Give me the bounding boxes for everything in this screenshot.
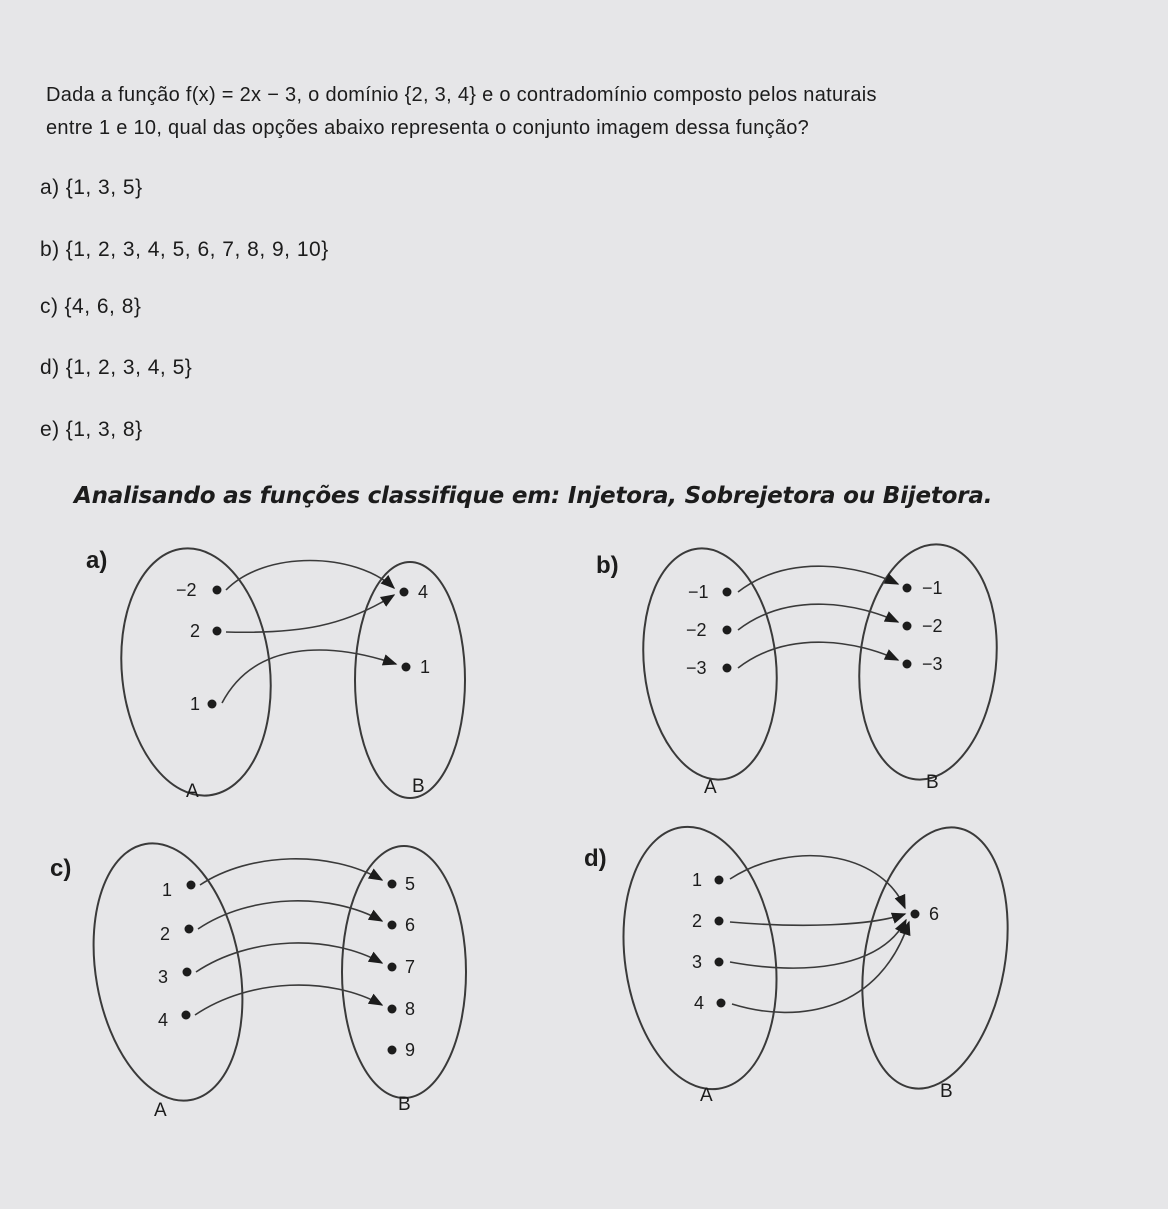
codomain-dot [388, 1005, 397, 1014]
domain-dot [185, 925, 194, 934]
mapping-arrow [198, 901, 382, 929]
codomain-element: 9 [405, 1040, 416, 1060]
set-b-label: B [412, 776, 425, 797]
domain-dot [183, 968, 192, 977]
domain-element: 4 [694, 993, 705, 1013]
mapping-arrow [730, 920, 906, 968]
option-letter: a) [40, 176, 60, 199]
diagram-tag: d) [584, 845, 607, 872]
domain-element: −2 [176, 580, 197, 600]
set-a-label: A [700, 1085, 713, 1106]
domain-element: 3 [692, 952, 703, 972]
mapping-arrow [200, 859, 382, 885]
diagram-c [50, 831, 466, 1121]
section-title: Analisando as funções classifique em: Injetora, Sobrejetora ou Bijetora. [74, 483, 993, 509]
codomain-element: −1 [922, 578, 943, 598]
mapping-arrow [738, 642, 898, 668]
codomain-element: 6 [929, 904, 940, 924]
set-a-label: A [186, 781, 199, 802]
set-b-label: B [926, 772, 939, 793]
domain-dot [715, 876, 724, 885]
codomain-dot [388, 921, 397, 930]
option-letter: e) [40, 418, 60, 441]
set-b-label: B [398, 1094, 411, 1115]
domain-dot [723, 626, 732, 635]
codomain-element: 7 [405, 957, 416, 977]
codomain-dot [903, 622, 912, 631]
domain-dot [208, 700, 217, 709]
domain-element: 3 [158, 967, 169, 987]
domain-dot [213, 586, 222, 595]
domain-element: 2 [160, 924, 171, 944]
diagram-tag: b) [596, 552, 619, 579]
mapping-arrow [226, 561, 394, 591]
diagram-tag: c) [50, 855, 72, 882]
option-letter: c) [40, 295, 59, 318]
diagram-b [596, 538, 1008, 798]
domain-element: −2 [686, 620, 707, 640]
domain-dot [717, 999, 726, 1008]
option-set: {4, 6, 8} [64, 295, 142, 318]
codomain-dot [903, 584, 912, 593]
set-b-label: B [940, 1081, 953, 1102]
mapping-arrow [730, 914, 905, 925]
diagram-d [584, 816, 1027, 1106]
codomain-dot [402, 663, 411, 672]
domain-dot [187, 881, 196, 890]
set-a-label: A [704, 777, 717, 798]
option-set: {1, 3, 5} [65, 176, 143, 199]
codomain-dot [903, 660, 912, 669]
codomain-element: 4 [418, 582, 429, 602]
codomain-dot [388, 963, 397, 972]
domain-element: 2 [190, 621, 201, 641]
mapping-arrow [196, 943, 382, 972]
option-set: {1, 2, 3, 4, 5, 6, 7, 8, 9, 10} [65, 238, 329, 261]
domain-element: −1 [688, 582, 709, 602]
domain-dot [723, 664, 732, 673]
domain-dot [182, 1011, 191, 1020]
mapping-arrow [195, 985, 382, 1015]
domain-element: −3 [686, 658, 707, 678]
set-a-ellipse [632, 542, 788, 787]
codomain-dot [388, 1046, 397, 1055]
question-line-1: Dada a função f(x) = 2x − 3, o domínio {2, 3, 4} e o contradomínio composto pelos naturais [46, 84, 877, 106]
domain-dot [715, 917, 724, 926]
set-b-ellipse [843, 816, 1027, 1100]
diagram-tag: a) [86, 547, 108, 574]
mapping-arrow [738, 566, 898, 592]
set-b-ellipse [355, 562, 465, 798]
codomain-element: 8 [405, 999, 416, 1019]
set-a-label: A [154, 1100, 167, 1121]
codomain-element: 1 [420, 657, 431, 677]
option-letter: b) [40, 238, 60, 261]
codomain-element: −3 [922, 654, 943, 674]
domain-element: 4 [158, 1010, 169, 1030]
option-set: {1, 3, 8} [65, 418, 143, 441]
codomain-element: 5 [405, 874, 416, 894]
domain-element: 1 [190, 694, 201, 714]
domain-element: 1 [692, 870, 703, 890]
mapping-arrow [222, 650, 396, 703]
codomain-dot [388, 880, 397, 889]
question-line-2: entre 1 e 10, qual das opções abaixo representa o conjunto imagem dessa função? [46, 117, 810, 139]
option-set: {1, 2, 3, 4, 5} [65, 356, 193, 379]
set-b-ellipse [342, 846, 466, 1098]
domain-dot [715, 958, 724, 967]
domain-dot [723, 588, 732, 597]
option-letter: d) [40, 356, 60, 379]
domain-element: 1 [162, 880, 173, 900]
domain-element: 2 [692, 911, 703, 931]
codomain-dot [400, 588, 409, 597]
mapping-arrow [738, 604, 898, 630]
codomain-dot [911, 910, 920, 919]
codomain-element: 6 [405, 915, 416, 935]
diagram-a [86, 541, 465, 803]
domain-dot [213, 627, 222, 636]
codomain-element: −2 [922, 616, 943, 636]
